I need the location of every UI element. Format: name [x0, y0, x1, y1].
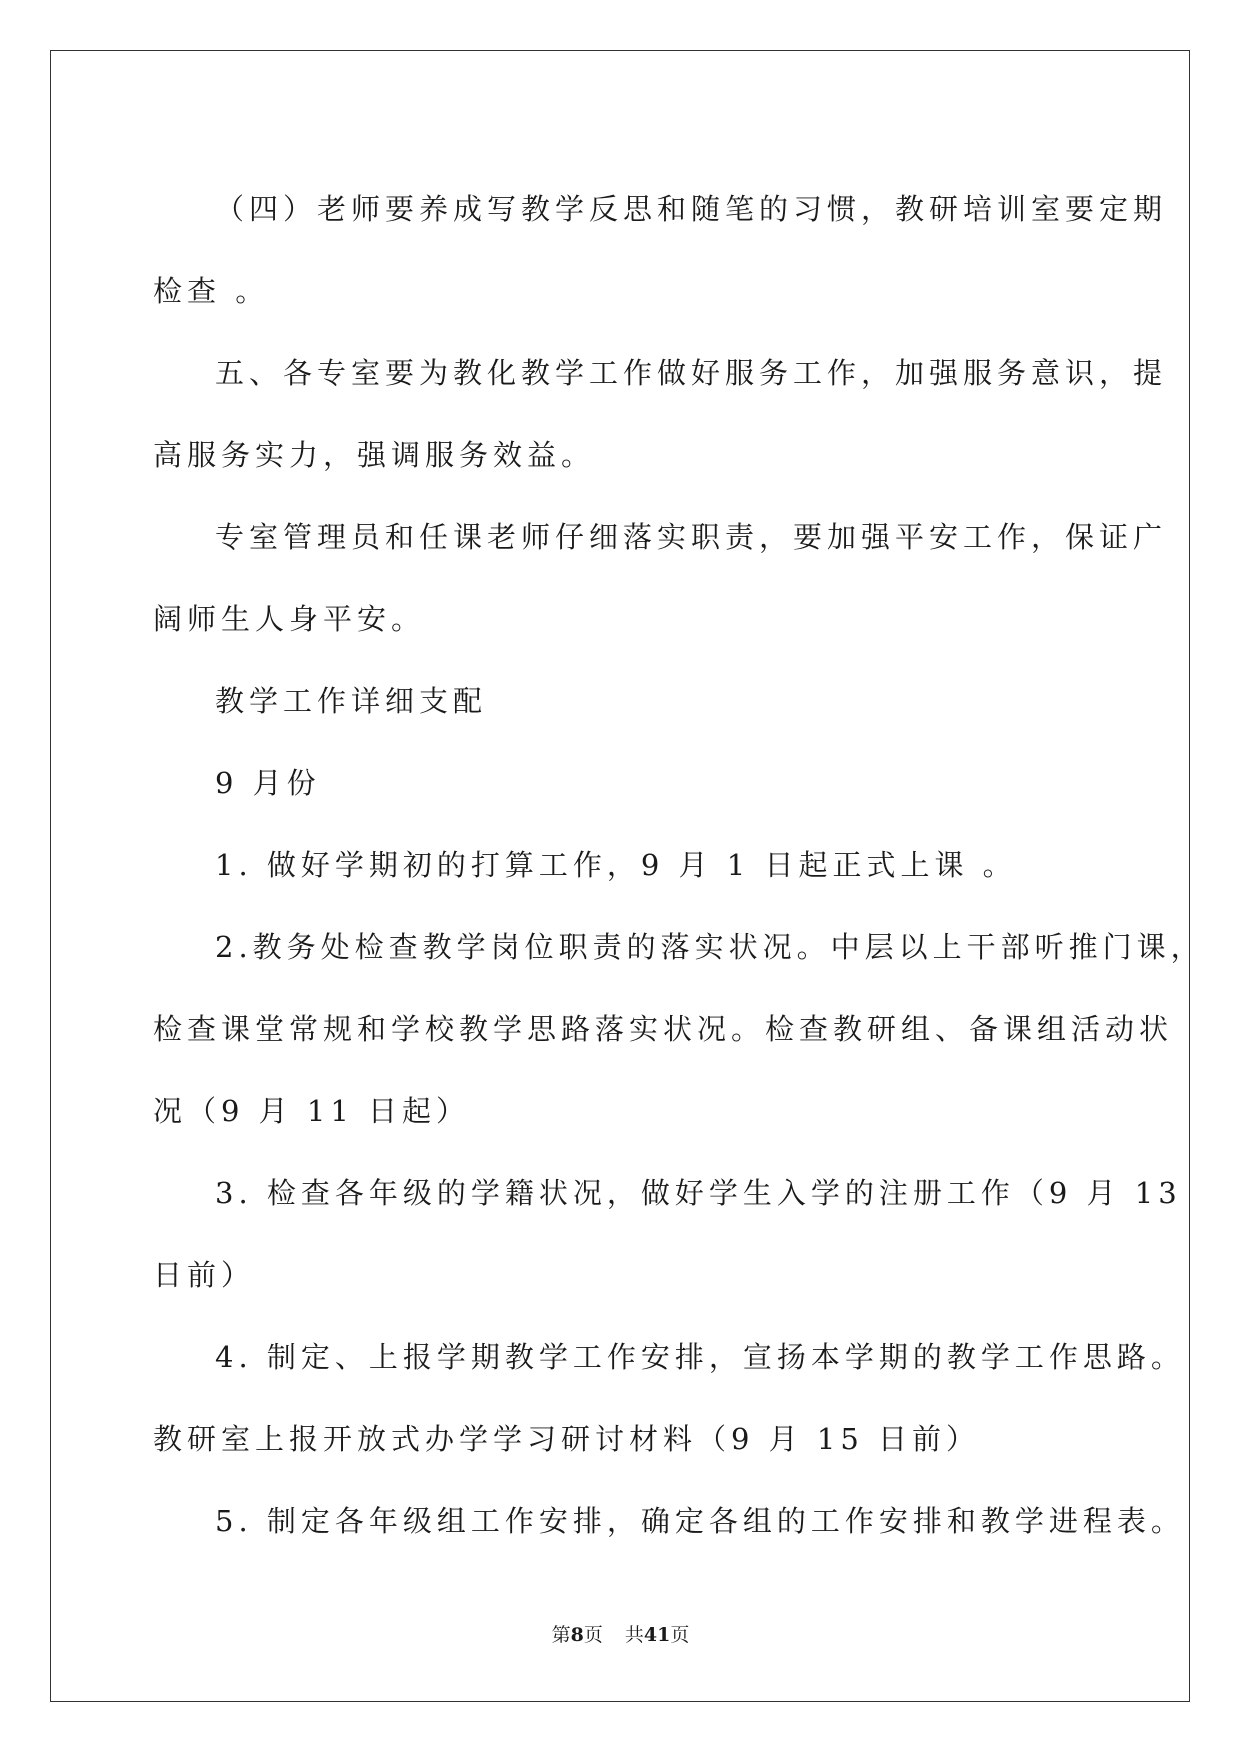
text-line-6: 阔师生人身平安。	[153, 602, 426, 636]
section-heading: 教学工作详细支配	[215, 684, 488, 718]
text-line-1: （四）老师要养成写教学反思和随笔的习惯，教研培训室要定期	[215, 192, 1168, 226]
footer-prefix: 第	[551, 1624, 571, 1646]
page-number: 8	[570, 1624, 584, 1646]
text-line-4: 高服务实力，强调服务效益。	[153, 438, 596, 472]
list-item-4-line-1: 4. 制定、上报学期教学工作安排，宣扬本学期的教学工作思路。	[215, 1340, 1185, 1374]
list-item-2-line-3: 况（9 月 11 日起）	[153, 1094, 471, 1128]
list-item-4-line-2: 教研室上报开放式办学学习研讨材料（9 月 15 日前）	[153, 1422, 981, 1456]
text-line-2: 检查 。	[153, 274, 270, 308]
page-footer	[0, 1620, 1241, 1647]
list-item-2-line-2: 检查课堂常规和学校教学思路落实状况。检查教研组、备课组活动状	[153, 1012, 1174, 1046]
text-line-3: 五、各专室要为教化教学工作做好服务工作，加强服务意识，提	[215, 356, 1168, 390]
list-item-5: 5. 制定各年级组工作安排，确定各组的工作安排和教学进程表。	[215, 1504, 1185, 1538]
list-item-2-line-1: 2.教务处检查教学岗位职责的落实状况。中层以上干部听推门课，	[215, 930, 1205, 964]
document-body	[153, 168, 1205, 1562]
month-heading: 9 月份	[215, 766, 321, 800]
footer-total-suffix: 页	[670, 1624, 690, 1646]
list-item-3-line-1: 3. 检查各年级的学籍状况，做好学生入学的注册工作（9 月 13	[215, 1176, 1182, 1210]
total-pages: 41	[643, 1624, 671, 1646]
footer-total-prefix: 共	[624, 1624, 644, 1646]
footer-page-suffix: 页	[583, 1624, 603, 1646]
list-item-1: 1. 做好学期初的打算工作，9 月 1 日起正式上课 。	[215, 848, 1017, 882]
text-line-5: 专室管理员和任课老师仔细落实职责，要加强平安工作，保证广	[215, 520, 1168, 554]
list-item-3-line-2: 日前）	[153, 1258, 256, 1292]
